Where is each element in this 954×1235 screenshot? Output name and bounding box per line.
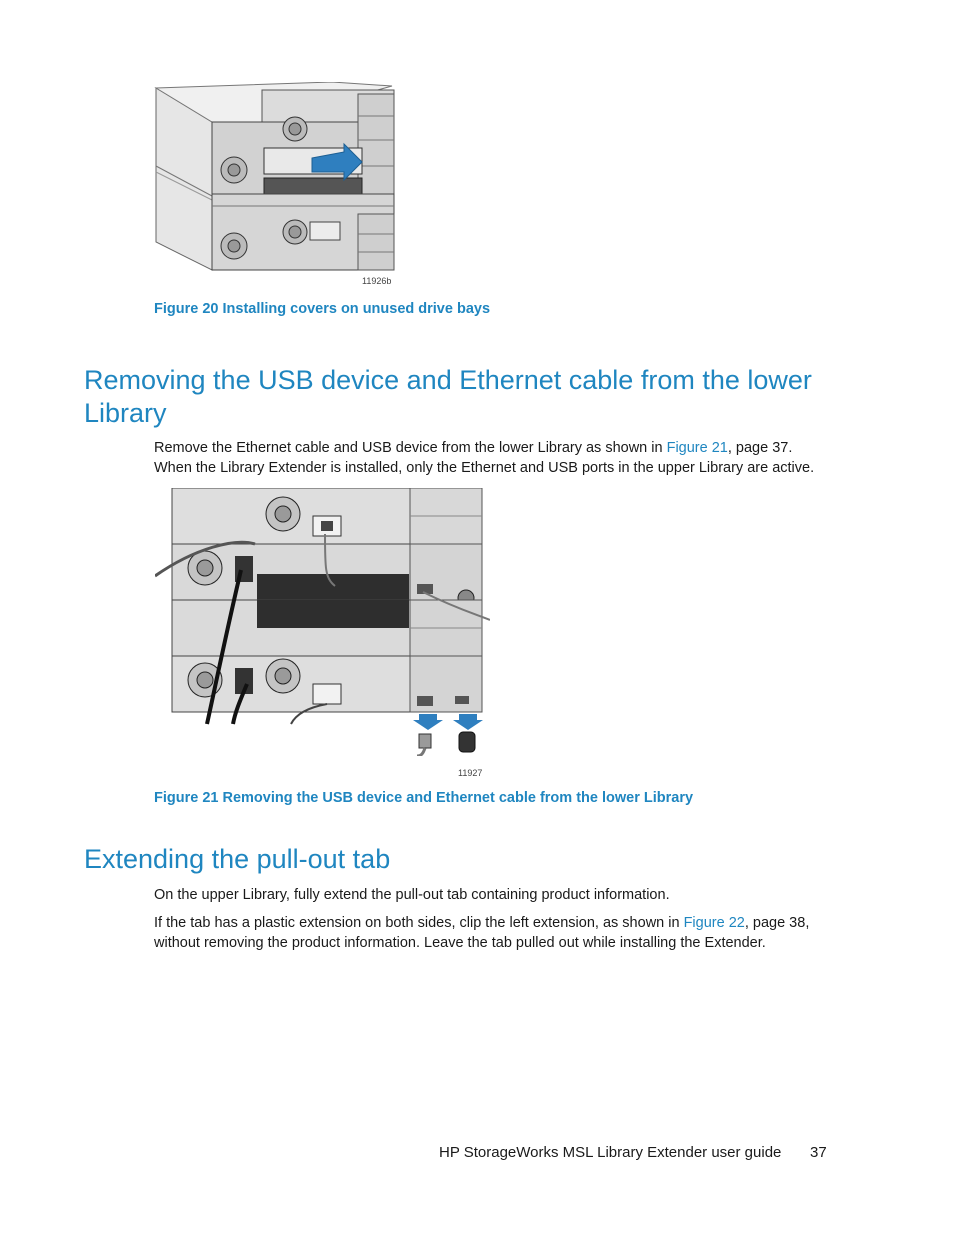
section-heading-pull-out-tab: Extending the pull-out tab	[84, 844, 391, 874]
figure-21-link[interactable]: Figure 21	[666, 440, 728, 456]
figure-21-art-id: 11927	[458, 768, 483, 778]
section-heading-removing-usb: Removing the USB device and Ethernet cable from the lower Library	[84, 365, 812, 428]
para-text: Remove the Ethernet cable and USB device from the lower Library as shown in	[154, 440, 667, 456]
section-2-paragraph-1: On the upper Library, fully extend the pull-out tab containing product information.	[154, 887, 670, 903]
figure-22-link[interactable]: Figure 22	[683, 915, 745, 931]
footer-title: HP StorageWorks MSL Library Extender user guide	[439, 1144, 782, 1161]
section-1-paragraph	[154, 439, 844, 478]
section-2-paragraph-2	[154, 914, 844, 953]
page-number: 37	[810, 1144, 827, 1161]
figure-21-caption: Figure 21 Removing the USB device and Ethernet cable from the lower Library	[154, 790, 694, 806]
para-text: without removing the product information. Leave the tab pulled out while installing the Extender.	[154, 934, 766, 951]
figure-20-caption: Figure 20 Installing covers on unused drive bays	[154, 301, 491, 317]
figure-20-art-id: 11926b	[362, 276, 392, 286]
para-text: , page 37.	[727, 440, 793, 456]
figure-20-illustration	[152, 82, 400, 274]
figure-21-illustration	[155, 488, 490, 756]
para-text: If the tab has a plastic extension on both sides, clip the left extension, as shown in	[154, 915, 684, 931]
para-text: When the Library Extender is installed, only the Ethernet and USB ports in the upper Library are active.	[154, 459, 815, 476]
para-text: , page 38,	[744, 915, 810, 931]
